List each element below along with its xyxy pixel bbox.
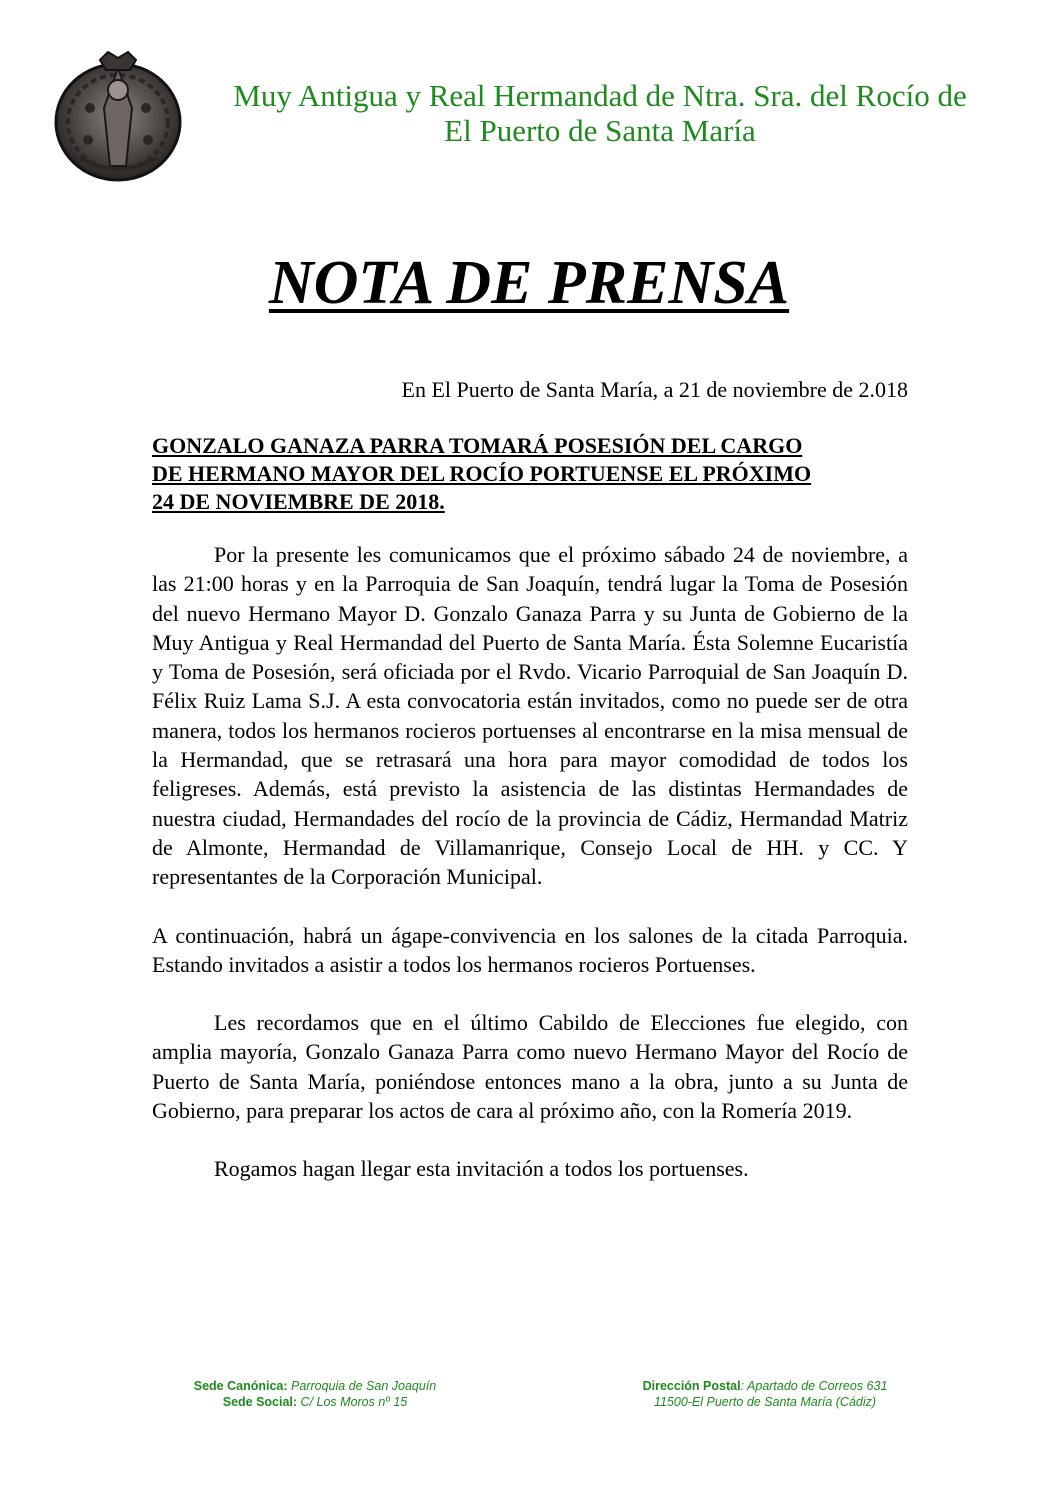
footer-right: [590, 1378, 940, 1410]
paragraph-4: Rogamos hagan llegar esta invitación a todos los portuenses.: [214, 1156, 749, 1182]
sede-social-label: Sede Social:: [222, 1395, 298, 1409]
direccion-value: : Apartado de Correos 631: [740, 1379, 888, 1393]
body-text: [152, 540, 908, 1184]
headline-line2: DE HERMANO MAYOR DEL ROCÍO PORTUENSE EL PRÓXIMO: [152, 461, 812, 486]
brotherhood-crest-icon: [50, 48, 186, 188]
paragraph-3: Les recordamos que en el último Cabildo de Elecciones fue elegido, con amplia mayoría, Gonzalo Ganaza Parra como nuevo Hermano Mayor del Rocío de Puerto de Santa María, poniéndose entonces mano a la obra, junto a su Junta de Gobierno, para preparar los actos de cara al próximo año, con la Romería 2019.: [152, 1010, 908, 1124]
footer-left: [140, 1378, 490, 1410]
paragraph-1: Por la presente les comunicamos que el próximo sábado 24 de noviembre, a las 21:00 horas y en la Parroquia de San Joaquín, tendrá lugar la Toma de Posesión del nuevo Hermano Mayor D. Gonzalo Ganaza Parra y su Junta de Gobierno de la Muy Antigua y Real Hermandad del Puerto de Santa María. Ésta Solemne Eucaristía y Toma de Posesión, será oficiada por el Rvdo. Vicario Parroquial de San Joaquín D. Félix Ruiz Lama S.J. A esta convocatoria están invitados, como no puede ser de otra manera, todos los hermanos rocieros portuenses al encontrarse en la misa mensual de la Hermandad, que se retrasará una hora para mayor comodidad de todos los feligreses. Además, está previsto la asistencia de las distintas Hermandades de nuestra ciudad, Hermandades del rocío de la provincia de Cádiz, Hermandad Matriz de Almonte, Hermandad de Villamanrique, Consejo Local de HH. y CC. Y representantes de la Corporación Municipal.: [152, 542, 908, 890]
org-name-line2: El Puerto de Santa María: [444, 113, 756, 148]
headline-line1: GONZALO GANAZA PARRA TOMARÁ POSESIÓN DEL CARGO: [152, 433, 803, 458]
sede-canonica-label: Sede Canónica:: [193, 1379, 288, 1393]
direccion-label: Dirección Postal: [642, 1379, 741, 1393]
dateline: En El Puerto de Santa María, a 21 de noviembre de 2.018: [401, 377, 908, 402]
sede-social-value: C/ Los Moros nº 15: [297, 1395, 408, 1409]
direccion-line2: 11500-El Puerto de Santa María (Cádiz): [653, 1395, 877, 1409]
paragraph-2: A continuación, habrá un ágape-convivencia en los salones de la citada Parroquia. Estando invitados a asistir a todos los hermanos rocieros Portuenses.: [152, 922, 908, 977]
document-title: [0, 248, 1058, 318]
organization-name: [200, 78, 1000, 148]
headline-line3: 24 DE NOVIEMBRE DE 2018.: [152, 489, 445, 514]
org-name-line1: Muy Antigua y Real Hermandad de Ntra. Sra. del Rocío de: [233, 78, 967, 113]
headline: [152, 432, 922, 516]
sede-canonica-value: Parroquia de San Joaquín: [287, 1379, 437, 1393]
document-title-text: NOTA DE PRENSA: [268, 249, 790, 317]
